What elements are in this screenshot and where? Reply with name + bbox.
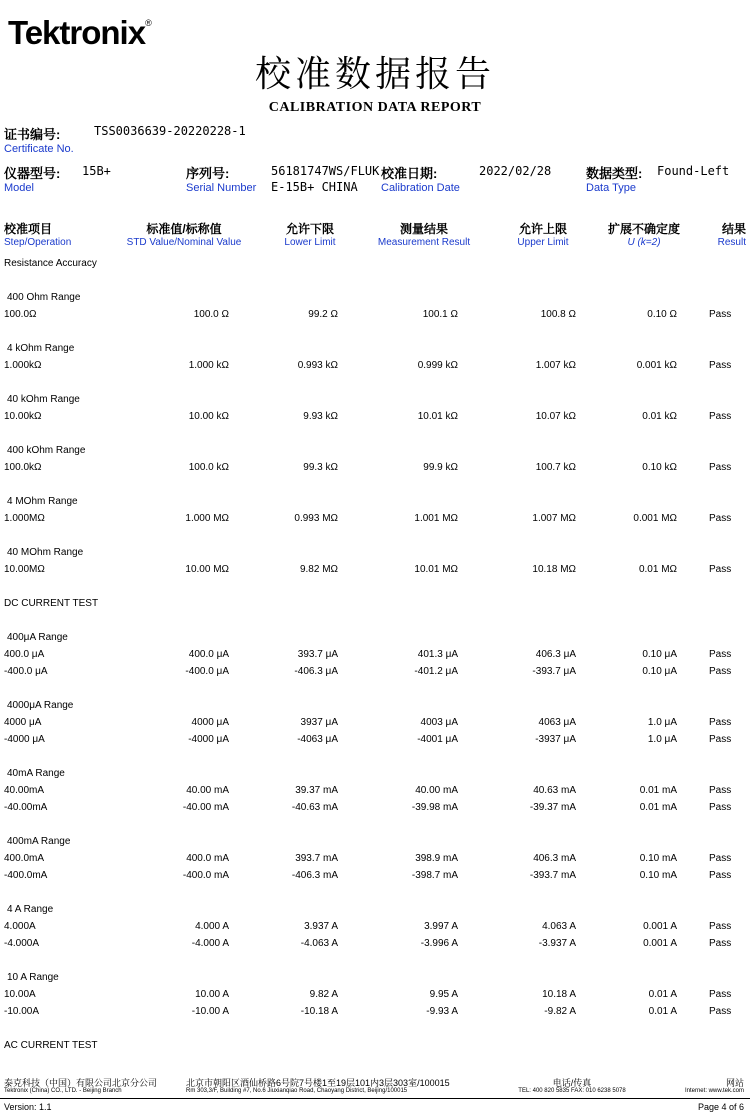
range-label: 40mA Range (7, 768, 65, 779)
cell-uncertainty: 0.10 mA (639, 870, 677, 881)
cell-step: 40.00mA (4, 785, 45, 796)
cell-std-value: 400.0 μA (188, 649, 229, 660)
range-label: 4 A Range (7, 904, 54, 915)
cell-std-value: -400.0 μA (185, 666, 229, 677)
cell-std-value: 400.0 mA (186, 853, 229, 864)
serial-value-line1: 56181747WS/FLUK (271, 164, 380, 178)
cell-upper-limit: 10.07 kΩ (535, 411, 576, 422)
cell-uncertainty: 1.0 μA (647, 717, 677, 728)
cell-measurement: 4003 μA (420, 717, 458, 728)
section-title: Resistance Accuracy (4, 258, 97, 269)
cell-lower-limit: -406.3 mA (291, 870, 338, 881)
type-label-en: Data Type (586, 182, 636, 194)
cell-measurement: -4001 μA (417, 734, 458, 745)
cell-std-value: 4.000 A (195, 921, 229, 932)
cell-lower-limit: 9.82 MΩ (299, 564, 338, 575)
footer-address-cn: 北京市朝阳区酒仙桥路6号院7号楼1至19层101内3层303室/100015 (186, 1078, 450, 1088)
report-title-en: CALIBRATION DATA REPORT (268, 100, 482, 115)
cell-step: 1.000kΩ (4, 360, 42, 371)
cell-std-value: -10.00 A (191, 1006, 229, 1017)
section-title: AC CURRENT TEST (4, 1040, 98, 1051)
cell-upper-limit: 10.18 A (542, 989, 576, 1000)
col-header-lower: 允许下限 Lower Limit (284, 222, 336, 248)
footer-version: Version: 1.1 (4, 1102, 52, 1112)
cell-measurement: 1.001 MΩ (414, 513, 458, 524)
cell-result: Pass (709, 564, 732, 575)
cell-std-value: 4000 μA (191, 717, 229, 728)
col-header-uncertainty: 扩展不确定度 U (k=2) (607, 222, 680, 248)
cell-uncertainty: 0.10 μA (642, 649, 677, 660)
cell-measurement: -9.93 A (426, 1006, 458, 1017)
cell-step: 400.0mA (4, 853, 45, 864)
cell-std-value: 40.00 mA (186, 785, 229, 796)
certificate-label-cn: 证书编号: (4, 127, 61, 142)
cell-result: Pass (709, 717, 732, 728)
cell-step: 10.00kΩ (4, 411, 42, 422)
cell-std-value: 10.00 A (195, 989, 229, 1000)
cell-uncertainty: 0.001 A (643, 921, 677, 932)
date-label-en: Calibration Date (381, 182, 460, 194)
cell-upper-limit: 406.3 mA (533, 853, 576, 864)
cell-result: Pass (709, 411, 732, 422)
cell-lower-limit: 9.93 kΩ (303, 411, 338, 422)
serial-label-cn: 序列号: (186, 166, 230, 181)
cell-std-value: 100.0 Ω (193, 309, 229, 320)
footer-web-en: Internet: www.tek.com (684, 1088, 744, 1094)
range-label: 400μA Range (7, 632, 68, 643)
cell-result: Pass (709, 870, 732, 881)
cell-upper-limit: 100.7 kΩ (535, 462, 576, 473)
cell-measurement: 3.997 A (424, 921, 458, 932)
cell-measurement: -401.2 μA (414, 666, 458, 677)
cell-result: Pass (709, 462, 732, 473)
cell-lower-limit: 0.993 kΩ (297, 360, 338, 371)
certificate-label-en: Certificate No. (4, 143, 74, 155)
date-value: 2022/02/28 (479, 164, 552, 178)
footer-phone-cn: 电话/传真 (552, 1078, 592, 1088)
cell-lower-limit: 393.7 mA (295, 853, 338, 864)
cell-uncertainty: 0.01 MΩ (638, 564, 677, 575)
cell-upper-limit: -393.7 mA (529, 870, 576, 881)
cell-std-value: 10.00 MΩ (185, 564, 229, 575)
model-label-cn: 仪器型号: (4, 166, 61, 181)
cell-result: Pass (709, 938, 732, 949)
cell-std-value: -40.00 mA (182, 802, 229, 813)
cell-std-value: -4.000 A (191, 938, 229, 949)
cell-step: -10.00A (4, 1006, 40, 1017)
cell-result: Pass (709, 802, 732, 813)
cell-measurement: 9.95 A (429, 989, 458, 1000)
serial-value-line2: E-15B+ CHINA (271, 180, 358, 194)
cell-upper-limit: -3937 μA (535, 734, 576, 745)
cell-upper-limit: -39.37 mA (529, 802, 576, 813)
cell-measurement: 10.01 kΩ (417, 411, 458, 422)
model-label-en: Model (4, 182, 34, 194)
cell-step: 100.0kΩ (4, 462, 42, 473)
range-label: 10 A Range (7, 972, 59, 983)
range-label: 4 MOhm Range (7, 496, 78, 507)
cell-upper-limit: 1.007 MΩ (532, 513, 576, 524)
section-title: DC CURRENT TEST (4, 598, 99, 609)
cell-uncertainty: 0.01 mA (639, 802, 677, 813)
cell-measurement: 10.01 MΩ (414, 564, 458, 575)
cell-step: 400.0 μA (4, 649, 45, 660)
footer-address-en: Rm 303,3/F, Building #7, No.6 Jiuxianqiao Road, Chaoyang District, Beijing/100015 (186, 1088, 408, 1094)
cell-lower-limit: 393.7 μA (297, 649, 338, 660)
cell-upper-limit: -9.82 A (544, 1006, 576, 1017)
cell-upper-limit: 40.63 mA (533, 785, 576, 796)
cell-result: Pass (709, 734, 732, 745)
cell-step: 10.00A (4, 989, 36, 1000)
cell-measurement: 0.999 kΩ (417, 360, 458, 371)
cell-std-value: 1.000 MΩ (185, 513, 229, 524)
cell-measurement: 100.1 Ω (422, 309, 458, 320)
model-value: 15B+ (82, 164, 111, 178)
col-header-measure: 测量结果 Measurement Result (377, 222, 471, 248)
report-title-cn: 校准数据报告 (254, 54, 495, 95)
cell-upper-limit: 4063 μA (538, 717, 576, 728)
cell-measurement: 401.3 μA (417, 649, 458, 660)
footer-page: Page 4 of 6 (697, 1102, 744, 1112)
cell-uncertainty: 0.001 A (643, 938, 677, 949)
cell-lower-limit: -4063 μA (297, 734, 338, 745)
cell-result: Pass (709, 785, 732, 796)
cell-measurement: 40.00 mA (415, 785, 458, 796)
cell-measurement: -398.7 mA (411, 870, 458, 881)
cell-lower-limit: 0.993 MΩ (294, 513, 338, 524)
cell-std-value: 100.0 kΩ (188, 462, 229, 473)
range-label: 40 MOhm Range (7, 547, 84, 558)
cell-step: 100.0Ω (4, 309, 37, 320)
cell-uncertainty: 0.001 kΩ (636, 360, 677, 371)
cell-result: Pass (709, 513, 732, 524)
cell-uncertainty: 0.01 mA (639, 785, 677, 796)
cell-lower-limit: -4.063 A (300, 938, 338, 949)
cell-step: 1.000MΩ (4, 513, 45, 524)
cell-uncertainty: 0.01 A (648, 989, 677, 1000)
cell-step: -400.0 μA (4, 666, 48, 677)
cell-step: -40.00mA (4, 802, 48, 813)
cell-step: 4000 μA (4, 717, 42, 728)
certificate-value: TSS0036639-20220228-1 (94, 124, 246, 138)
cell-step: 10.00MΩ (4, 564, 45, 575)
cell-std-value: -400.0 mA (182, 870, 229, 881)
cell-upper-limit: 1.007 kΩ (535, 360, 576, 371)
cell-uncertainty: 0.001 MΩ (633, 513, 677, 524)
cell-result: Pass (709, 309, 732, 320)
cell-measurement: 99.9 kΩ (423, 462, 458, 473)
cell-result: Pass (709, 989, 732, 1000)
col-header-result: 结果 Result (717, 222, 746, 248)
cell-uncertainty: 0.10 mA (639, 853, 677, 864)
cell-measurement: -39.98 mA (411, 802, 458, 813)
cell-std-value: 10.00 kΩ (188, 411, 229, 422)
date-label-cn: 校准日期: (381, 166, 438, 181)
cell-lower-limit: 99.3 kΩ (303, 462, 338, 473)
footer-phone-en: TEL: 400 820 5835 FAX: 010 6238 5078 (518, 1088, 626, 1094)
cell-std-value: -4000 μA (188, 734, 229, 745)
cell-lower-limit: 3937 μA (300, 717, 338, 728)
cell-uncertainty: 1.0 μA (647, 734, 677, 745)
cell-lower-limit: 39.37 mA (295, 785, 338, 796)
range-label: 4000μA Range (7, 700, 74, 711)
cell-std-value: 1.000 kΩ (188, 360, 229, 371)
cell-measurement: 398.9 mA (415, 853, 458, 864)
cell-step: 4.000A (4, 921, 36, 932)
range-label: 400 Ohm Range (7, 292, 81, 303)
type-value: Found-Left (657, 164, 730, 178)
cell-lower-limit: 9.82 A (309, 989, 338, 1000)
serial-label-en: Serial Number (186, 182, 257, 194)
footer-company-en: Tektronix (China) CO., LTD. - Beijing Branch (4, 1088, 122, 1094)
cell-measurement: -3.996 A (420, 938, 458, 949)
cell-result: Pass (709, 360, 732, 371)
cell-uncertainty: 0.10 μA (642, 666, 677, 677)
cell-result: Pass (709, 921, 732, 932)
cell-lower-limit: 99.2 Ω (308, 309, 338, 320)
cell-uncertainty: 0.10 Ω (647, 309, 677, 320)
range-label: 4 kOhm Range (7, 343, 75, 354)
cell-upper-limit: 406.3 μA (535, 649, 576, 660)
cell-result: Pass (709, 853, 732, 864)
cell-step: -4.000A (4, 938, 40, 949)
cell-upper-limit: 100.8 Ω (540, 309, 576, 320)
cell-uncertainty: 0.01 kΩ (642, 411, 677, 422)
range-label: 400mA Range (7, 836, 71, 847)
range-label: 400 kOhm Range (7, 445, 86, 456)
cell-upper-limit: 4.063 A (542, 921, 576, 932)
footer-web-cn: 网站 (725, 1078, 744, 1088)
cell-result: Pass (709, 649, 732, 660)
cell-lower-limit: -40.63 mA (291, 802, 338, 813)
cell-lower-limit: -10.18 A (300, 1006, 338, 1017)
tektronix-logo: Tektronix® (8, 14, 151, 51)
cell-upper-limit: 10.18 MΩ (532, 564, 576, 575)
range-label: 40 kOhm Range (7, 394, 80, 405)
type-label-cn: 数据类型: (586, 166, 643, 181)
cell-result: Pass (709, 666, 732, 677)
cell-lower-limit: 3.937 A (304, 921, 338, 932)
footer-divider (0, 1098, 750, 1099)
col-header-std: 标准值/标称值 STD Value/Nominal Value (126, 222, 242, 248)
cell-lower-limit: -406.3 μA (294, 666, 338, 677)
cell-uncertainty: 0.01 A (648, 1006, 677, 1017)
cell-step: -4000 μA (4, 734, 45, 745)
col-header-step: 校准项目 Step/Operation (4, 222, 72, 248)
cell-step: -400.0mA (4, 870, 48, 881)
cell-upper-limit: -3.937 A (538, 938, 576, 949)
footer-company-cn: 泰克科技（中国）有限公司北京分公司 (4, 1078, 158, 1088)
cell-uncertainty: 0.10 kΩ (642, 462, 677, 473)
col-header-upper: 允许上限 Upper Limit (517, 222, 569, 248)
cell-upper-limit: -393.7 μA (532, 666, 576, 677)
cell-result: Pass (709, 1006, 732, 1017)
